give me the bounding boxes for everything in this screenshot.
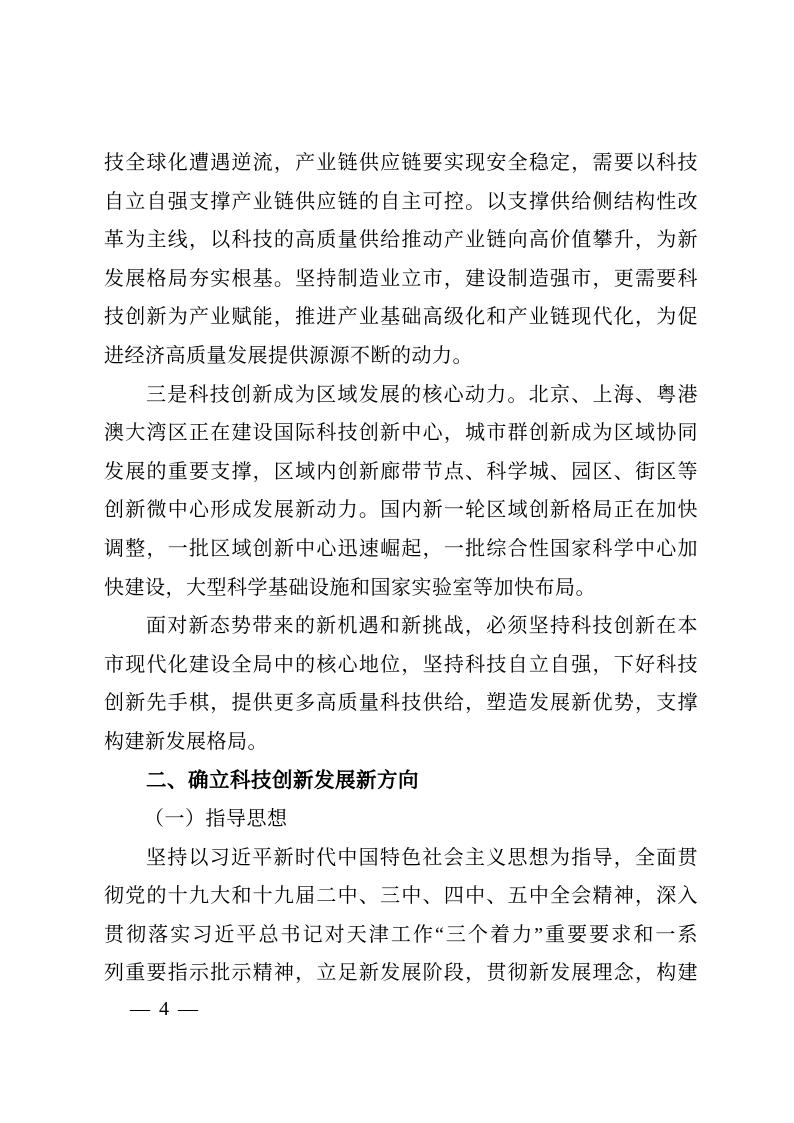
text-line: 自立自强支撑产业链供应链的自主可控。以支撑供给侧结构性改 xyxy=(104,190,698,213)
text-line: 彻党的十九大和十九届二中、三中、四中、五中全会精神，深入 xyxy=(104,885,698,908)
text-line: 构建新发展格局。 xyxy=(104,730,268,753)
text-line: 技全球化遭遇逆流，产业链供应链要实现安全稳定，需要以科技 xyxy=(104,152,698,174)
section-heading: 二、确立科技创新发展新方向 xyxy=(146,768,419,792)
text-line: 面对新态势带来的新机遇和新挑战，必须坚持科技创新在本 xyxy=(146,615,698,638)
page-number: — 4 — xyxy=(130,998,200,1020)
text-line: 技创新为产业赋能，推进产业基础高级化和产业链现代化，为促 xyxy=(104,306,698,329)
text-line: 市现代化建设全局中的核心地位，坚持科技自立自强，下好科技 xyxy=(104,653,698,676)
text-line: 澳大湾区正在建设国际科技创新中心，城市群创新成为区域协同 xyxy=(104,422,698,445)
paragraph-regional-development xyxy=(104,376,698,608)
paragraph-industry-chain xyxy=(104,144,698,376)
text-line: 革为主线，以科技的高质量供给推动产业链向高价值攀升，为新 xyxy=(104,229,698,252)
text-line: 贯彻落实习近平总书记对天津工作“三个着力”重要要求和一系 xyxy=(104,923,698,946)
text-line: 列重要指示批示精神，立足新发展阶段，贯彻新发展理念，构建 xyxy=(104,962,698,985)
text-line: 发展格局夯实根基。坚持制造业立市，建设制造强市，更需要科 xyxy=(104,267,698,290)
subsection-heading: （一）指导思想 xyxy=(144,808,288,831)
text-line: 创新微中心形成发展新动力。国内新一轮区域创新格局正在加快 xyxy=(104,499,698,522)
body-text xyxy=(104,144,698,993)
text-line: 进经济高质量发展提供源源不断的动力。 xyxy=(104,344,473,367)
text-line: 快建设，大型科学基础设施和国家实验室等加快布局。 xyxy=(104,576,596,599)
paragraph-new-situation xyxy=(104,607,698,761)
text-line: 调整，一批区域创新中心迅速崛起，一批综合性国家科学中心加 xyxy=(104,537,698,560)
paragraph-guiding-ideology xyxy=(104,839,698,993)
text-line: 三是科技创新成为区域发展的核心动力。北京、上海、粤港 xyxy=(146,383,698,406)
text-line: 创新先手棋，提供更多高质量科技供给，塑造发展新优势，支撑 xyxy=(104,692,698,715)
text-line: 发展的重要支撑，区域内创新廊带节点、科学城、园区、街区等 xyxy=(104,460,698,483)
text-line: 坚持以习近平新时代中国特色社会主义思想为指导，全面贯 xyxy=(146,846,698,869)
